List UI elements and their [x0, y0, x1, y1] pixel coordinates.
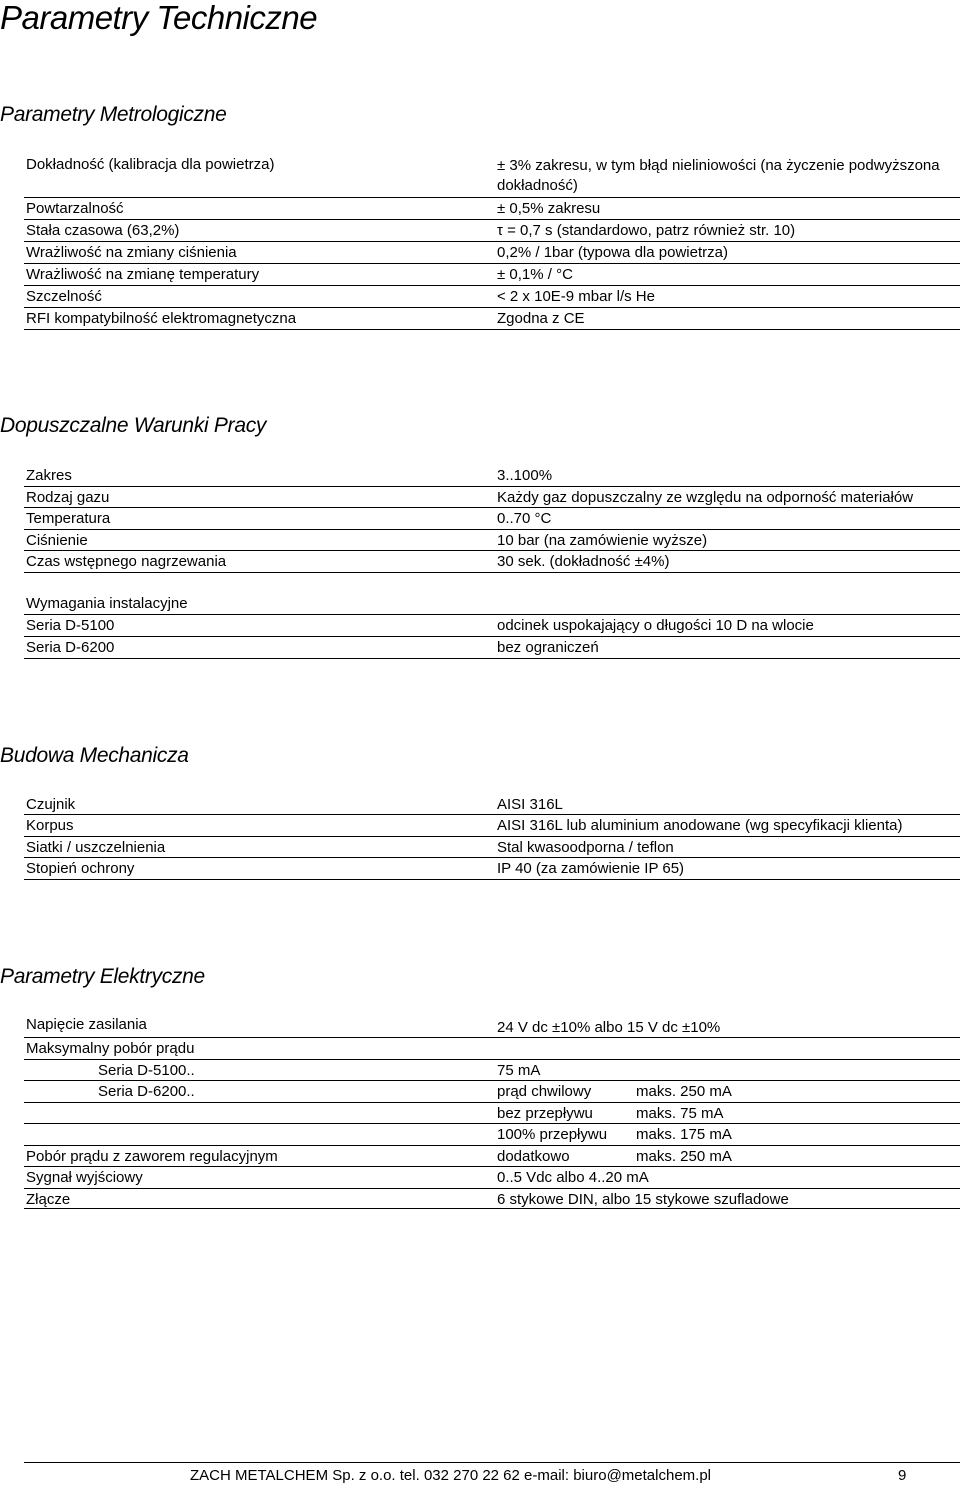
spec-label: Seria D-5100	[26, 617, 115, 634]
spec-row	[24, 1014, 960, 1038]
spec-row	[24, 637, 960, 659]
section-heading-elektryczne: Parametry Elektryczne	[0, 965, 205, 988]
spec-value: bez ograniczeń	[497, 639, 599, 656]
spec-row	[24, 615, 960, 637]
spec-row	[24, 530, 960, 551]
spec-label: Korpus	[26, 817, 74, 834]
spec-row	[24, 551, 960, 573]
spec-value: < 2 x 10E-9 mbar l/s He	[497, 288, 655, 305]
section-heading-metrologiczne: Parametry Metrologiczne	[0, 103, 227, 126]
spec-row	[24, 242, 960, 264]
spec-row	[24, 794, 960, 815]
spec-label: Wrażliwość na zmianę temperatury	[26, 266, 260, 283]
spec-value: AISI 316L lub aluminium anodowane (wg specyfikacji klienta)	[497, 817, 903, 834]
spec-value: odcinek uspokajający o długości 10 D na wlocie	[497, 617, 814, 634]
spec-value: prąd chwilowy	[497, 1083, 592, 1100]
spec-label: Seria D-5100..	[98, 1062, 195, 1079]
spec-row	[24, 286, 960, 308]
spec-row	[24, 1189, 960, 1209]
spec-label: Rodzaj gazu	[26, 489, 110, 506]
spec-value: τ = 0,7 s (standardowo, patrz również str. 10)	[497, 222, 796, 239]
page-title: Parametry Techniczne	[0, 0, 318, 36]
spec-value: 100% przepływu	[497, 1126, 608, 1143]
spec-row	[24, 308, 960, 330]
spec-value: 24 V dc ±10% albo 15 V dc ±10%	[497, 1019, 721, 1036]
spec-value: dodatkowo	[497, 1148, 570, 1165]
spec-row	[24, 1103, 960, 1124]
spec-label: Temperatura	[26, 510, 111, 527]
spec-label: Szczelność	[26, 288, 102, 305]
spec-label: Złącze	[26, 1191, 71, 1208]
spec-value: 0,2% / 1bar (typowa dla powietrza)	[497, 244, 728, 261]
spec-row	[24, 1081, 960, 1103]
spec-row	[24, 220, 960, 242]
spec-value: 0..5 Vdc albo 4..20 mA	[497, 1169, 649, 1186]
page-footer	[24, 1462, 960, 1484]
spec-label: Maksymalny pobór prądu	[26, 1040, 195, 1057]
spec-label: Seria D-6200..	[98, 1083, 195, 1100]
section-heading-budowa: Budowa Mechanicza	[0, 744, 189, 767]
spec-limit: maks. 250 mA	[636, 1148, 732, 1165]
spec-value: IP 40 (za zamówienie IP 65)	[497, 860, 685, 877]
spec-value: 0..70 °C	[497, 510, 552, 527]
spec-label: RFI kompatybilność elektromagnetyczna	[26, 310, 297, 327]
spec-row	[24, 1038, 960, 1060]
spec-row	[24, 815, 960, 837]
spec-value: 6 stykowe DIN, albo 15 stykowe szufladowe	[497, 1191, 789, 1208]
spec-row	[24, 837, 960, 858]
spec-row	[24, 1060, 960, 1081]
footer-contact: ZACH METALCHEM Sp. z o.o. tel. 032 270 22 62 e-mail: biuro@metalchem.pl	[190, 1467, 711, 1484]
spec-label: Wrażliwość na zmiany ciśnienia	[26, 244, 237, 261]
spec-label: Napięcie zasilania	[26, 1016, 147, 1033]
spec-value: 10 bar (na zamówienie wyższe)	[497, 532, 708, 549]
spec-label: Ciśnienie	[26, 532, 88, 549]
spec-label: Czas wstępnego nagrzewania	[26, 553, 227, 570]
spec-label: Zakres	[26, 467, 72, 484]
spec-row	[24, 465, 960, 487]
section-heading-warunki-pracy: Dopuszczalne Warunki Pracy	[0, 414, 267, 437]
spec-value: 3..100%	[497, 467, 553, 484]
spec-label: Sygnał wyjściowy	[26, 1169, 143, 1186]
spec-label: Dokładność (kalibracja dla powietrza)	[26, 156, 275, 173]
spec-label: Powtarzalność	[26, 200, 124, 217]
spec-label: Wymagania instalacyjne	[26, 595, 188, 612]
spec-row	[24, 1167, 960, 1189]
spec-row	[24, 858, 960, 880]
spec-value: ± 0,1% / °C	[497, 266, 573, 283]
spec-label: Stała czasowa (63,2%)	[26, 222, 180, 239]
spec-label: Siatki / uszczelnienia	[26, 839, 166, 856]
page-number: 9	[898, 1467, 907, 1484]
spec-value: 75 mA	[497, 1062, 541, 1079]
spec-value: AISI 316L	[497, 796, 563, 813]
spec-value: ± 0,5% zakresu	[497, 200, 601, 217]
spec-value: 30 sek. (dokładność ±4%)	[497, 553, 670, 570]
spec-row	[24, 1124, 960, 1146]
spec-limit: maks. 250 mA	[636, 1083, 732, 1100]
spec-limit: maks. 175 mA	[636, 1126, 732, 1143]
spec-row	[24, 154, 960, 198]
spec-value: ± 3% zakresu, w tym błąd nieliniowości (na życzenie podwyższona dokładność)	[497, 157, 940, 194]
spec-value: Każdy gaz dopuszczalny ze względu na odporność materiałów	[497, 489, 914, 506]
spec-value: bez przepływu	[497, 1105, 593, 1122]
spec-limit: maks. 75 mA	[636, 1105, 724, 1122]
spec-row	[24, 264, 960, 286]
spec-value: Zgodna z CE	[497, 310, 585, 327]
spec-label: Czujnik	[26, 796, 76, 813]
spec-label: Stopień ochrony	[26, 860, 135, 877]
spec-label: Seria D-6200	[26, 639, 115, 656]
spec-row	[24, 508, 960, 530]
spec-label: Pobór prądu z zaworem regulacyjnym	[26, 1148, 278, 1165]
spec-row	[24, 487, 960, 508]
spec-row	[24, 198, 960, 220]
spec-row	[24, 593, 960, 615]
spec-value: Stal kwasoodporna / teflon	[497, 839, 674, 856]
spec-row	[24, 1146, 960, 1167]
